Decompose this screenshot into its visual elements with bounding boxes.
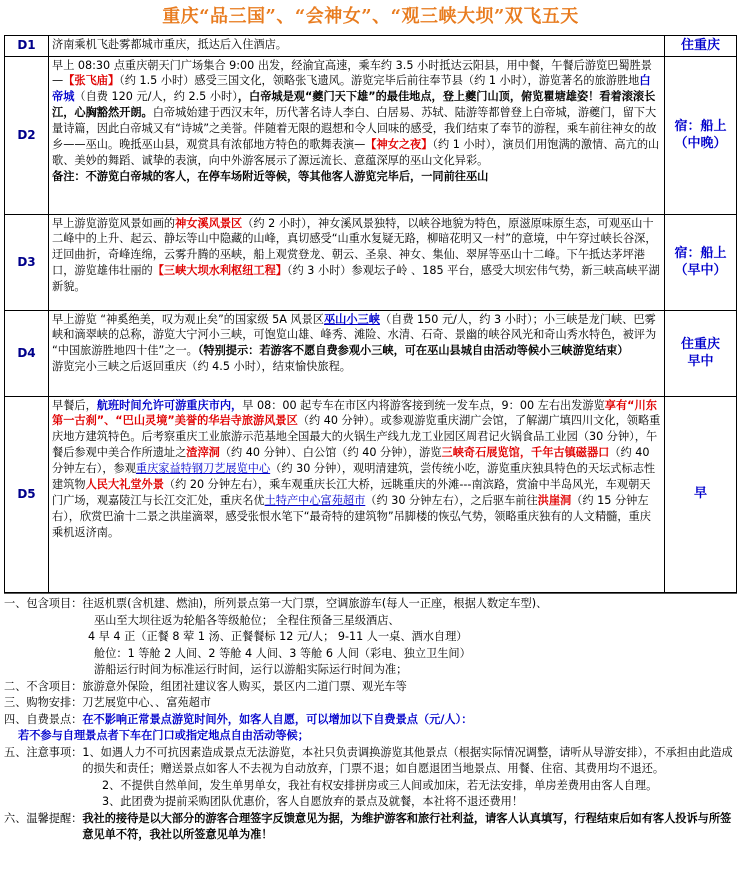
shopping-label: 三、购物安排： <box>4 696 83 709</box>
description-text: 早上游览 “神奚绝美，叹为观止矣”的国家级 5A 风景区 <box>52 312 324 326</box>
description-text: 早上 08:30 点重庆朝天门广场集合 9:00 出发，经渝宜高速，乘车约 3.5 小时抵达云阳县，用中餐，午餐后游览巴蜀胜景— <box>52 58 652 88</box>
highlight-text: 白帝城 <box>52 74 651 104</box>
reminder-label: 六、温馨提醒： <box>4 811 83 825</box>
accommodation-line: （早中） <box>674 263 727 279</box>
highlight-text: 【三峡大坝水利枢纽工程】 <box>152 264 287 278</box>
highlight-text: 洪崖洞 <box>537 493 572 507</box>
day-label: D3 <box>5 214 49 310</box>
highlight-text: 【神女之夜】 <box>365 138 433 152</box>
accommodation-meals <box>665 56 737 214</box>
description-text: （约 2 小时），神女溪风景独特，以峡谷地貌为特色，原滋原味原生态，可观巫山十二峰中的上升、起云、静坛等山中隐藏的山峰，真切感受“山重水复疑无路，柳暗花明又一村”的意境，中午穿过峡长谷深，迂回曲折，奇峰连绵，云雾升腾的巫峡，船上观赏登龙、朝云、圣泉、神女、集仙、翠屏等巫山十二峰。下午抵达茅坪港口，游览雄伟壮丽的 <box>52 216 657 278</box>
highlight-text: 渣滓洞 <box>186 446 220 460</box>
included-label: 一、包含项目： <box>4 597 83 610</box>
day-row <box>5 36 737 57</box>
reminder <box>4 811 737 844</box>
notes-section <box>4 592 737 844</box>
description-text: （约 30 分钟左右），之后驱车前往 <box>365 493 538 507</box>
included-items <box>4 596 737 613</box>
accommodation-line: 早中 <box>687 354 714 370</box>
shopping-text: 刀艺展览中心、、富苑超市 <box>82 696 211 709</box>
description-text: 游览完小三峡之后返回重庆（约 4.5 小时），结束愉快旅程。 <box>52 360 351 374</box>
highlight-text: 神女溪风景区 <box>175 216 243 230</box>
accommodation-meals <box>665 310 737 396</box>
day-row <box>5 214 737 310</box>
included-line: 往返机票(含机建、燃油)，所列景点第一大门票，空调旅游车(每人一正座，根据人数定车型)、 <box>82 597 548 610</box>
optional-text-2: 若不参与自理景点者下车在门口或指定地点自由活动等候； <box>18 729 309 742</box>
description-text: （自费 150 元/人，约 3 小时）；小三峡是龙门峡、巴雾峡和滴翠峡的总称，游览大宁河小三峡，可饱览山雄、峰秀、滩险、水清、石奇、景幽的峡谷风光和奇山秀水特色，被评为 “中国旅游胜地四十佳”之一。 <box>52 312 657 358</box>
page-title: 重庆“品三国”、“会神女”、“观三峡大坝”双飞五天 <box>162 6 579 27</box>
optional-label: 四、自费景点： <box>4 712 83 726</box>
day-label: D1 <box>5 36 49 57</box>
precautions-label: 五、注意事项： <box>4 745 83 759</box>
day-label: D4 <box>5 310 49 396</box>
excluded-text: 旅游意外保险，组团社建议客人购买，景区内二道门票、观光车等 <box>82 679 407 693</box>
description-text: （约 40 分钟）。或参观游览重庆湖广会馆，了解湖广填四川文化，领略重庆地方建筑特色。后考察重庆工业旅游示范基地全国最大的火锅生产线九龙工业园区周君记火锅食品工业园（30 分钟），午餐后参观中美合作所遗址之 <box>52 414 661 460</box>
day-label: D2 <box>5 56 49 214</box>
description-text: （约 1 小时），演员们用饱满的激情、高亢的山歌、美妙的舞蹈、诚挚的表演，向中外游客展示了源远流长、意蕴深厚的巫山文化异彩。 <box>52 138 660 167</box>
description-text: （自费 120 元/人，约 2.5 小时） <box>74 90 238 104</box>
description-text: （约 30 分钟），观明清建筑，尝传统小吃，游览重庆独具特色的天坛式标志性建筑物 <box>52 462 656 492</box>
included-line: 游船运行时间为标准运行时间，运行以游船实际运行时间为准； <box>94 663 408 676</box>
accommodation-line: （中晚） <box>674 136 727 152</box>
precaution-item: 2、不提供自然单间，发生单男单女，我社有权安排拼房或三人间或加床，若无法安排，单房差费用由客人自理。 <box>102 778 658 792</box>
highlight-text: ，白帝城是观“夔门天下雄”的最佳地点，登上夔门山顶，俯览瞿塘雄姿！看着滚滚长江，心胸豁然开朗。 <box>52 90 656 120</box>
highlight-text: 巫山小三峡 <box>323 312 380 326</box>
day-row <box>5 56 737 214</box>
description-text: （约 15 分钟左右），欣赏巴渝十二景之洪崖滴翠，感受张恨水笔下“最奇特的建筑物”吊脚楼的恢弘气势，领略重庆独有的人文精髓，重庆乘机返济南。 <box>52 493 651 539</box>
description-text: 早餐后， <box>52 398 97 412</box>
description-text: （约 3 小时）参观坛子岭 、185 平台，感受大坝宏伟气势，新三峡高峡平湖新貌。 <box>52 264 660 294</box>
accommodation-line: 早 <box>693 486 707 502</box>
day-description <box>49 396 665 592</box>
optional-attractions <box>4 712 737 729</box>
description-text: 早上游览游览风景如画的 <box>52 216 176 230</box>
day-description <box>49 310 665 396</box>
accommodation-meals <box>665 214 737 310</box>
description-text: （约 20 分钟左右），乘车观重庆长江大桥，远眺重庆的外滩---南滨路，赏渝中半岛风光，车观朝天门广场，观嘉陵江与长江交汇处，重庆名优 <box>52 478 651 507</box>
day-label: D5 <box>5 396 49 592</box>
highlight-text: 三峡奇石展览馆，千年古镇磁器口 <box>441 446 610 460</box>
description-text: 白帝城始建于西汉末年，历代著名诗人李白、白居易、苏轼、陆游等都曾登上白帝城，游夔门，留下大量诗篇，因此白帝城又有“诗城”之美誉。伴随着无限的遐想和令人回味的感受，我们结束了奉节的游程，乘车前往神女的故乡——巫山。晚抵巫山县，观赏具有浓郁地方特色的歌舞表演— <box>52 106 657 152</box>
highlight-text: （特别提示：若游客不愿自费参观小三峡，可在巫山县城自由活动等候小三峡游览结束） <box>197 344 629 358</box>
accommodation-line: 宿：船上 <box>674 245 727 261</box>
highlight-text: 土特产中心富苑超市 <box>264 493 366 507</box>
highlight-text: 备注：不游览白帝城的客人，在停车场附近等候，等其他客人游览完毕后，一同前往巫山 <box>52 169 489 183</box>
day-description <box>49 56 665 214</box>
accommodation-line: 住重庆 <box>680 336 720 352</box>
optional-text: 在不影响正常景点游览时间外，如客人自愿，可以增加以下自费景点（元/人）： <box>82 712 473 726</box>
day-description <box>49 214 665 310</box>
day-row <box>5 396 737 592</box>
accommodation-line: 宿：船上 <box>674 118 727 134</box>
precaution-item: 3、此团费为提前采购团队优惠价，客人自愿放弃的景点及就餐，本社将不退还费用！ <box>102 795 524 808</box>
reminder-text: 我社的接待是以大部分的游客合理签字反馈意见为据，为维护游客和旅行社利益，请客人认真填写，行程结束后如有客人投诉与所签意见单不符，我社以所签意见单为准！ <box>82 811 732 841</box>
excluded-items <box>4 679 737 696</box>
description-text: （约 40 分钟左右），参观 <box>52 446 650 476</box>
description-text: （约 40 分钟）、白公馆（约 40 分钟），游览 <box>219 446 442 460</box>
excluded-label: 二、不含项目： <box>4 679 83 693</box>
included-line: 舱位：1 等舱 2 人间、2 等舱 4 人间、3 等舱 6 人间（彩电、独立卫生间） <box>94 646 471 660</box>
day-description <box>49 36 665 57</box>
shopping <box>4 695 737 712</box>
description-text: 早 08：00 起专车在市区内将游客接到统一发车点，9：00 左右出发游览 <box>242 398 605 412</box>
accommodation-meals <box>665 36 737 57</box>
highlight-text: 航班时间允许可游重庆市内， <box>96 398 243 412</box>
precautions <box>4 745 737 778</box>
accommodation-line: 住重庆 <box>680 38 720 53</box>
divider <box>4 593 737 594</box>
itinerary-table <box>4 35 737 593</box>
included-line: 巫山至大坝往返为轮船各等级舱位； 全程住预备三星级酒店、 <box>94 613 400 627</box>
highlight-text: 人民大礼堂外景 <box>85 478 164 492</box>
highlight-text: 享有“川东第一古刹”、“巴山灵境”美誉的华岩寺旅游风景区 <box>52 398 657 428</box>
day-row <box>5 310 737 396</box>
accommodation-meals <box>665 396 737 592</box>
included-line: 4 早 4 正（正餐 8 荤 1 汤、正餐餐标 12 元/人； 9-11 人一桌、酒水自理） <box>88 630 468 643</box>
highlight-text: 【张飞庙】 <box>63 74 120 88</box>
highlight-text: 重庆家益特钢刀艺展览中心 <box>135 462 271 476</box>
description-text: 济南乘机飞赴雾都城市重庆，抵达后入住酒店。 <box>52 38 287 51</box>
precaution-item: 1、如遇人力不可抗因素造成景点无法游览，本社只负责调换游览其他景点（根据实际情况调整，请听从导游安排），不承担由此造成的损失和责任；赠送景点如客人不去视为自动放弃，门票不退；如自愿退团当地景点、用餐、住宿、其费用均不退还。 <box>82 745 733 775</box>
description-text: （约 1.5 小时）感受三国文化，领略张飞遗风。游览完毕后前往奉节县（约 1 小时），游览著名的旅游胜地 <box>119 74 640 88</box>
